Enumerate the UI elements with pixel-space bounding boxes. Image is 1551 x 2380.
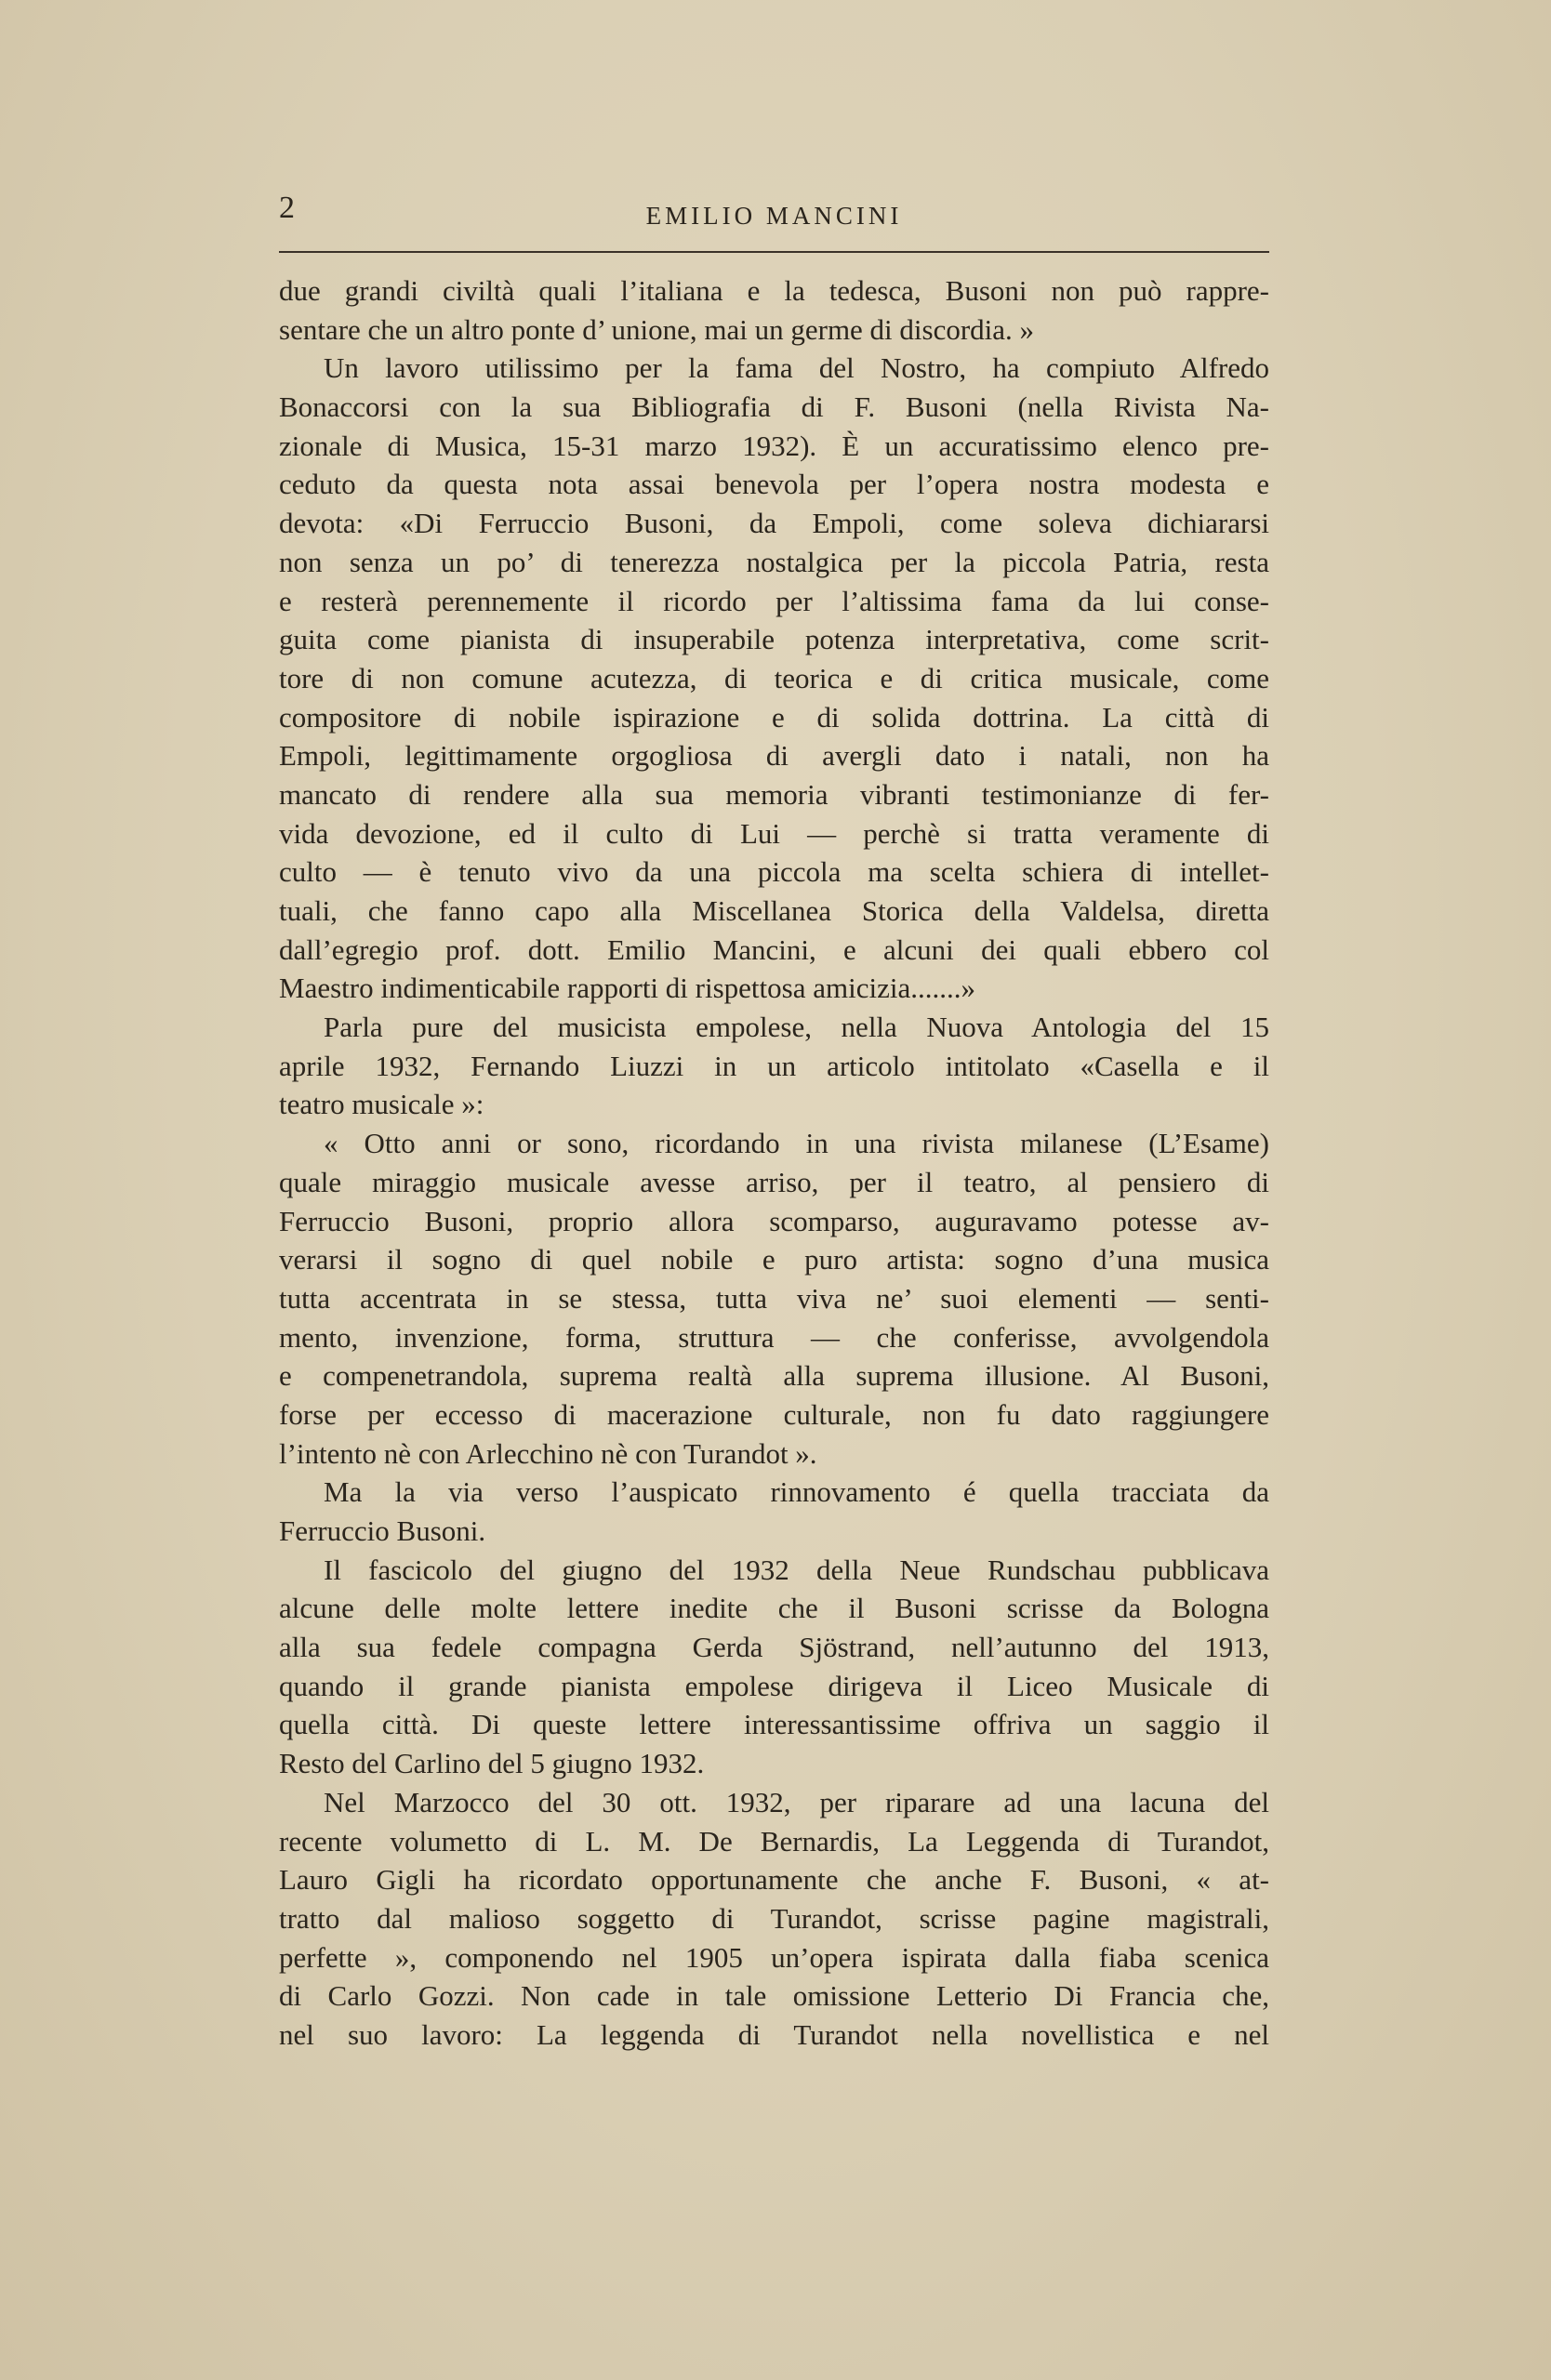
text-line: e compenetrandola, suprema realtà alla suprema illusione. Al Busoni, [279,1359,1269,1393]
text-line: Ferruccio Busoni, proprio allora scomparso, auguravamo potesse av- [279,1204,1269,1237]
text-line: guita come pianista di insuperabile potenza interpretativa, come scrit- [279,623,1269,656]
text-line: quella città. Di queste lettere interessantissime offriva un saggio il [279,1708,1269,1741]
text-line: perfette », componendo nel 1905 un’opera ispirata dalla fiaba scenica [279,1940,1269,1974]
text-line: Un lavoro utilissimo per la fama del Nostro, ha compiuto Alfredo [324,351,1269,385]
text-line: aprile 1932, Fernando Liuzzi in un articolo intitolato «Casella e il [279,1049,1269,1082]
page-header [279,191,1269,243]
text-line: Ma la via verso l’auspicato rinnovamento é quella tracciata da [324,1475,1269,1509]
text-line: vida devozione, ed il culto di Lui — perchè si tratta veramente di [279,816,1269,850]
text-line: Il fascicolo del giugno del 1932 della Neue Rundschau pubblicava [324,1553,1269,1586]
text-line: Maestro indimenticabile rapporti di rispettosa amicizia.......» [279,972,975,1005]
text-line: Empoli, legittimamente orgogliosa di avergli dato i natali, non ha [279,739,1269,773]
text-line: Parla pure del musicista empolese, nella Nuova Antologia del 15 [324,1011,1269,1044]
text-line: di Carlo Gozzi. Non cade in tale omissione Letterio Di Francia che, [279,1979,1269,2013]
page-number: 2 [279,191,296,225]
text-line: devota: «Di Ferruccio Busoni, da Empoli, come soleva dichiararsi [279,507,1269,540]
text-line: culto — è tenuto vivo da una piccola ma scelta schiera di intellet- [279,855,1269,889]
text-line: zionale di Musica, 15-31 marzo 1932). È un accuratissimo elenco pre- [279,429,1269,462]
text-line: Bonaccorsi con la sua Bibliografia di F. Busoni (nella Rivista Na- [279,390,1269,424]
text-line: Lauro Gigli ha ricordato opportunamente che anche F. Busoni, « at- [279,1863,1269,1897]
text-line: dall’egregio prof. dott. Emilio Mancini, e alcuni dei quali ebbero col [279,932,1269,966]
text-line: quale miraggio musicale avesse arriso, per il teatro, al pensiero di [279,1165,1269,1198]
text-line: alcune delle molte lettere inedite che il Busoni scrisse da Bologna [279,1592,1269,1625]
running-head: EMILIO MANCINI [645,202,903,230]
text-line: compositore di nobile ispirazione e di solida dottrina. La città di [279,700,1269,734]
text-line: ceduto da questa nota assai benevola per l’opera nostra modesta e [279,468,1269,501]
text-line: mento, invenzione, forma, struttura — che conferisse, avvolgendola [279,1320,1269,1354]
text-line: non senza un po’ di tenerezza nostalgica per la piccola Patria, resta [279,545,1269,578]
text-line: tutta accentrata in se stessa, tutta viva ne’ suoi elementi — senti- [279,1281,1269,1315]
text-line: « Otto anni or sono, ricordando in una rivista milanese (L’Esame) [324,1127,1269,1160]
text-line: tore di non comune acutezza, di teorica e di critica musicale, come [279,661,1269,694]
text-line: alla sua fedele compagna Gerda Sjöstrand, nell’autunno del 1913, [279,1631,1269,1664]
text-line: verarsi il sogno di quel nobile e puro artista: sogno d’una musica [279,1243,1269,1276]
text-line: e resterà perennemente il ricordo per l’altissima fama da lui conse- [279,584,1269,617]
text-line: forse per eccesso di macerazione culturale, non fu dato raggiungere [279,1397,1269,1431]
header-rule [279,251,1269,253]
text-line: nel suo lavoro: La leggenda di Turandot nella novellistica e nel [279,2017,1269,2051]
text-line: recente volumetto di L. M. De Bernardis, La Leggenda di Turandot, [279,1824,1269,1858]
text-line: sentare che un altro ponte d’ unione, mai un germe di discordia. » [279,312,1035,346]
text-line: tratto dal malioso soggetto di Turandot, scrisse pagine magistrali, [279,1901,1269,1935]
text-line: Ferruccio Busoni. [279,1514,486,1547]
text-line: teatro musicale »: [279,1088,484,1121]
body-text [279,271,1269,2055]
text-line: Resto del Carlino del 5 giugno 1932. [279,1747,705,1780]
text-line: tuali, che fanno capo alla Miscellanea Storica della Valdelsa, diretta [279,894,1269,927]
text-line: quando il grande pianista empolese dirigeva il Liceo Musicale di [279,1669,1269,1702]
text-line: mancato di rendere alla sua memoria vibranti testimonianze di fer- [279,777,1269,811]
text-line: due grandi civiltà quali l’italiana e la tedesca, Busoni non può rappre- [279,274,1269,307]
text-line: Nel Marzocco del 30 ott. 1932, per riparare ad una lacuna del [324,1785,1269,1818]
text-line: l’intento nè con Arlecchino nè con Turandot ». [279,1436,817,1470]
